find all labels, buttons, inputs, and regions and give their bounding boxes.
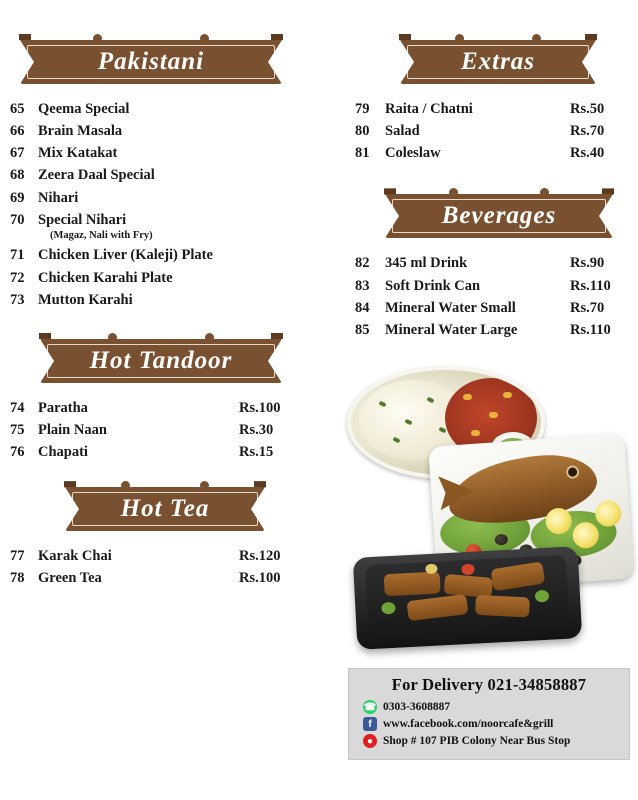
- item-name: Brain Masala: [38, 123, 123, 140]
- section-title-hot-tandoor: Hot Tandoor: [89, 346, 233, 374]
- curry-piece: [463, 394, 472, 400]
- item-number: 82: [355, 255, 370, 272]
- item-number: 76: [10, 444, 25, 461]
- location-pin-icon: ●: [363, 734, 377, 748]
- item-subtitle: (Magaz, Nali with Fry): [50, 229, 153, 241]
- section-banner-extras: [400, 34, 596, 86]
- item-name: Zeera Daal Special: [38, 167, 155, 184]
- section-title-extras: Extras: [460, 48, 536, 75]
- item-name: Green Tea: [38, 570, 102, 587]
- menu-item: [10, 567, 295, 589]
- tomato-piece: [461, 564, 475, 576]
- delivery-info-box: [348, 668, 630, 760]
- capsicum-piece: [381, 602, 396, 615]
- item-name: Coleslaw: [385, 145, 441, 162]
- menu-item: [10, 289, 295, 311]
- delivery-phone-row: [363, 700, 621, 714]
- item-number: 72: [10, 269, 25, 286]
- section-pakistani: [10, 34, 295, 311]
- item-number: 67: [10, 145, 25, 162]
- sizzler-platter: [353, 546, 583, 650]
- item-price: Rs.100: [239, 399, 281, 416]
- item-name: Mix Katakat: [38, 145, 118, 162]
- menu-item: [10, 419, 295, 441]
- menu-item: [355, 275, 630, 297]
- item-price: Rs.40: [570, 145, 605, 162]
- item-name: Plain Naan: [38, 421, 107, 438]
- item-price: Rs.70: [570, 299, 605, 316]
- section-title-beverages: Beverages: [441, 202, 557, 230]
- item-name: Salad: [385, 123, 420, 140]
- item-list-extras: [345, 98, 630, 164]
- menu-item: [10, 397, 295, 419]
- menu-item: [10, 244, 295, 266]
- item-price: Rs.70: [570, 123, 605, 140]
- item-price: Rs.90: [570, 255, 605, 272]
- lemon-slice: [594, 500, 622, 528]
- section-banner-beverages: [385, 188, 613, 240]
- menu-item: [355, 98, 630, 120]
- item-list-hot-tandoor: [10, 397, 295, 463]
- item-name: Soft Drink Can: [385, 277, 481, 294]
- item-number: 73: [10, 291, 25, 308]
- item-name: [38, 211, 239, 243]
- menu-item: [355, 252, 630, 274]
- menu-item: [10, 164, 295, 186]
- menu-item: [355, 120, 630, 142]
- section-banner-hot-tandoor: [40, 333, 282, 385]
- item-price: Rs.50: [570, 101, 605, 117]
- capsicum-piece: [535, 590, 550, 603]
- item-name: Qeema Special: [38, 101, 130, 117]
- item-number: 77: [10, 548, 25, 565]
- item-price: Rs.110: [570, 321, 611, 338]
- item-list-hot-tea: [10, 545, 295, 589]
- menu-item: [355, 142, 630, 164]
- item-name-text: Special Nihari: [38, 211, 127, 228]
- item-number: 81: [355, 145, 370, 162]
- section-title-hot-tea: Hot Tea: [120, 495, 210, 523]
- item-number: 80: [355, 123, 370, 140]
- section-hot-tea: [10, 481, 295, 589]
- grilled-piece: [384, 571, 441, 596]
- menu-item: [10, 545, 295, 567]
- item-list-pakistani: [10, 98, 295, 311]
- food-photo: [345, 362, 630, 652]
- item-number: 69: [10, 189, 25, 206]
- item-number: 70: [10, 211, 25, 228]
- whatsapp-icon: ☎: [363, 701, 377, 713]
- section-hot-tandoor: [10, 333, 295, 463]
- item-name: Paratha: [38, 399, 88, 416]
- item-price: Rs.100: [239, 570, 281, 587]
- menu-item: [355, 319, 630, 341]
- item-price: Rs.110: [570, 277, 611, 294]
- item-number: 74: [10, 399, 25, 416]
- delivery-facebook-row[interactable]: [363, 717, 621, 731]
- fish-eye: [565, 465, 580, 480]
- item-number: 79: [355, 101, 370, 117]
- item-price: Rs.30: [239, 421, 274, 438]
- item-name: Raita / Chatni: [385, 101, 473, 117]
- curry-piece: [471, 430, 480, 436]
- item-name: Chapati: [38, 444, 88, 461]
- menu-item: [10, 98, 295, 120]
- curry-piece: [489, 412, 498, 418]
- item-name: 345 ml Drink: [385, 255, 468, 272]
- item-number: 65: [10, 101, 25, 117]
- item-price: Rs.15: [239, 444, 274, 461]
- item-name: Chicken Liver (Kaleji) Plate: [38, 247, 213, 264]
- section-title-pakistani: Pakistani: [97, 48, 205, 75]
- section-banner-pakistani: [20, 34, 282, 86]
- herb-garnish: [404, 419, 412, 426]
- herb-garnish: [378, 401, 386, 408]
- herb-garnish: [426, 397, 434, 404]
- menu-item: [10, 209, 295, 245]
- right-column: [345, 34, 630, 341]
- menu-item: [355, 297, 630, 319]
- item-name: Nihari: [38, 189, 79, 206]
- delivery-address: Shop # 107 PIB Colony Near Bus Stop: [383, 735, 571, 747]
- item-number: 68: [10, 167, 25, 184]
- menu-item: [10, 441, 295, 463]
- item-number: 83: [355, 277, 370, 294]
- item-number: 75: [10, 421, 25, 438]
- grilled-piece: [475, 595, 530, 618]
- delivery-headline: For Delivery 021-34858887: [391, 675, 587, 694]
- facebook-icon: f: [363, 717, 377, 731]
- item-name: Karak Chai: [38, 548, 112, 565]
- herb-garnish: [392, 437, 400, 444]
- item-number: 85: [355, 321, 370, 338]
- item-name: Mineral Water Large: [385, 321, 518, 338]
- item-name: Chicken Karahi Plate: [38, 269, 173, 286]
- item-number: 71: [10, 247, 25, 264]
- item-name: Mutton Karahi: [38, 291, 133, 308]
- item-name: Mineral Water Small: [385, 299, 516, 316]
- grilled-piece: [406, 594, 468, 621]
- item-list-beverages: [345, 252, 630, 341]
- delivery-facebook[interactable]: www.facebook.com/noorcafe&grill: [383, 718, 554, 730]
- menu-item: [10, 120, 295, 142]
- grilled-piece: [491, 561, 546, 591]
- item-number: 84: [355, 299, 370, 316]
- curry-piece: [503, 392, 512, 398]
- left-column: [10, 34, 295, 589]
- delivery-phone: 0303-3608887: [383, 701, 451, 713]
- section-banner-hot-tea: [65, 481, 265, 533]
- menu-item: [10, 187, 295, 209]
- item-number: 66: [10, 123, 25, 140]
- delivery-address-row: [363, 734, 621, 748]
- item-number: 78: [10, 570, 25, 587]
- sizzler-surface: [365, 555, 569, 635]
- herb-garnish: [438, 427, 446, 434]
- menu-item: [10, 267, 295, 289]
- item-price: Rs.120: [239, 548, 281, 565]
- section-extras: [345, 34, 630, 164]
- menu-item: [10, 142, 295, 164]
- section-beverages: [345, 188, 630, 341]
